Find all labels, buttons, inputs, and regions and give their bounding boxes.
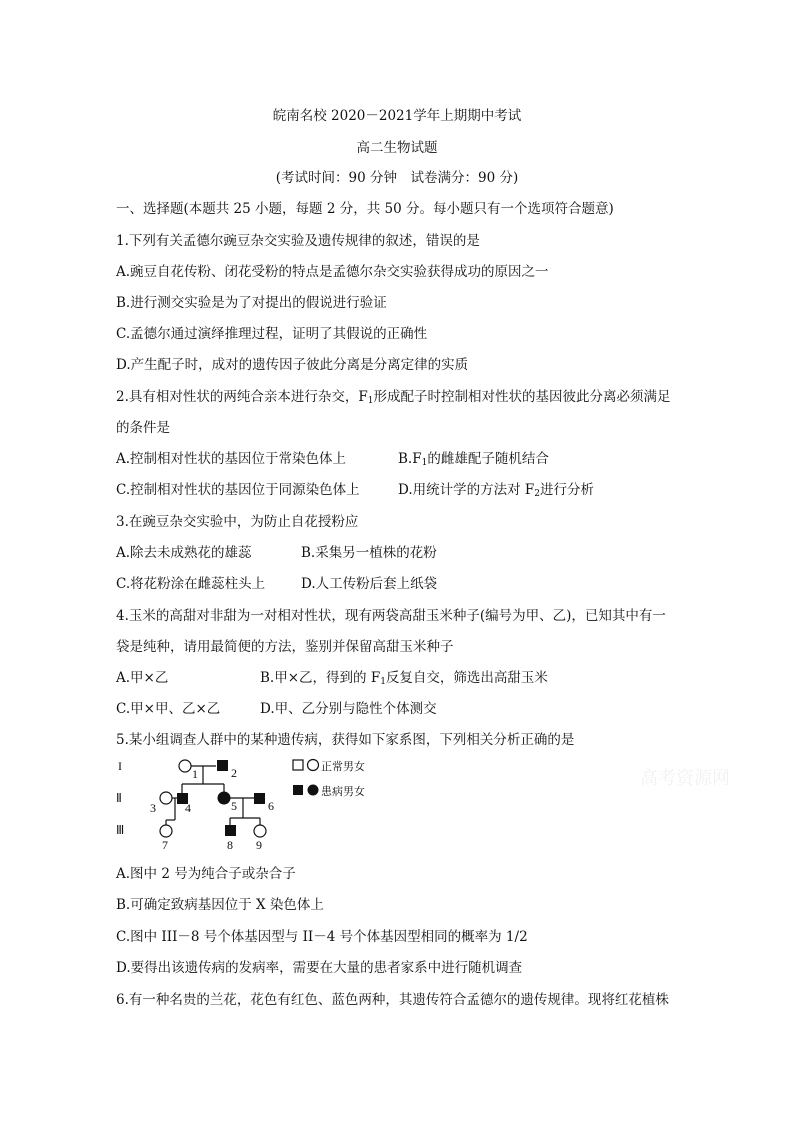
watermark: 高考资源网: [640, 768, 730, 789]
legend-affected-male-icon: [293, 785, 303, 795]
q2-option-a: A.控制相对性状的基因位于常染色体上: [116, 451, 347, 467]
q1-option-d: D.产生配子时，成对的遗传因子彼此分离是分离定律的实质: [116, 357, 469, 373]
q6-stem: 6.有一种名贵的兰花，花色有红色、蓝色两种，其遗传符合孟德尔的遗传规律。现将红花植株: [116, 992, 669, 1008]
generation-label-3: Ⅲ: [116, 823, 125, 837]
q4-option-b: B.甲×乙，得到的 $F_1$反复自交，筛选出高甜玉米: [260, 670, 548, 687]
q1-stem: 1.下列有关孟德尔豌豆杂交实验及遗传规律的叙述，错误的是: [116, 233, 480, 249]
individual-5-affected-female: [218, 792, 231, 805]
q5-option-d: D.要得出该遗传病的发病率，需要在大量的患者家系中进行随机调查: [116, 960, 523, 976]
individual-3-normal-female: [160, 792, 172, 804]
label-5: 5: [231, 799, 237, 813]
generation-label-1: I: [118, 759, 122, 773]
q3-option-d: D.人工传粉后套上纸袋: [301, 576, 438, 592]
q2-option-c: C.控制相对性状的基因位于同源染色体上: [116, 482, 360, 498]
legend-affected-label: 患病男女: [321, 786, 365, 798]
q2-stem-line2: 的条件是: [116, 420, 170, 436]
q2-stem: 2.具有相对性状的两纯合亲本进行杂交，$F_1$形成配子时控制相对性状的基因彼此分离必须满足: [116, 389, 671, 406]
individual-8-affected-male: [225, 825, 236, 836]
q1-option-c: C.孟德尔通过演绎推理过程，证明了其假说的正确性: [116, 326, 428, 342]
individual-9-normal-female: [254, 825, 266, 837]
label-3: 3: [150, 801, 156, 815]
section-heading: 一、选择题(本题共 25 小题，每题 2 分，共 50 分。每小题只有一个选项符合题意): [116, 201, 614, 217]
subject-title: 高二生物试题: [356, 140, 438, 156]
pedigree-chart: [110, 756, 410, 852]
label-4: 4: [185, 801, 191, 815]
individual-7-normal-female: [160, 825, 172, 837]
label-7: 7: [162, 838, 168, 852]
q5-option-c: C.图中 III－8 号个体基因型与 II－4 号个体基因型相同的概率为 1/2: [116, 929, 528, 945]
q4-option-a: A.甲×乙: [116, 670, 169, 686]
q5-option-b: B.可确定致病基因位于 X 染色体上: [116, 897, 324, 913]
q4-stem: 4.玉米的高甜对非甜为一对相对性状，现有两袋高甜玉米种子(编号为甲、乙)，已知其中有一: [116, 608, 666, 624]
exam-title: 皖南名校 2020－2021学年上期期中考试: [272, 108, 522, 124]
individual-1-normal-female: [179, 760, 191, 772]
q4-stem-line2: 袋是纯种，请用最简便的方法，鉴别并保留高甜玉米种子: [116, 639, 454, 655]
label-8: 8: [227, 838, 233, 852]
legend-affected-female-icon: [308, 785, 319, 796]
generation-label-2: Ⅱ: [116, 791, 122, 805]
label-1: 1: [192, 767, 198, 781]
exam-info: (考试时间：90 分钟 试卷满分：90 分): [275, 170, 519, 186]
label-9: 9: [256, 838, 262, 852]
q3-option-c: C.将花粉涂在雌蕊柱头上: [116, 576, 266, 592]
legend-normal-male-icon: [293, 760, 303, 770]
label-2: 2: [231, 766, 237, 780]
q2-option-d: D.用统计学的方法对 $F_2$进行分析: [398, 482, 595, 499]
individual-6-affected-male: [254, 793, 265, 804]
q2-option-b: $B.F_1$的雌雄配子随机结合: [398, 451, 549, 468]
q5-stem: 5.某小组调查人群中的某种遗传病，获得如下家系图，下列相关分析正确的是: [116, 732, 575, 748]
legend-normal-label: 正常男女: [321, 761, 365, 773]
q3-option-a: A.除去未成熟花的雄蕊: [116, 545, 252, 561]
legend-normal-female-icon: [308, 760, 319, 771]
q3-stem: 3.在豌豆杂交实验中，为防止自花授粉应: [116, 514, 359, 530]
q3-option-b: B.采集另一植株的花粉: [301, 545, 437, 561]
label-6: 6: [268, 799, 274, 813]
q4-option-d: D.甲、乙分别与隐性个体测交: [260, 701, 437, 717]
q5-option-a: A.图中 2 号为纯合子或杂合子: [116, 866, 296, 882]
q1-option-a: A.豌豆自花传粉、闭花受粉的特点是孟德尔杂交实验获得成功的原因之一: [116, 264, 549, 280]
individual-2-affected-male: [217, 760, 228, 771]
q1-option-b: B.进行测交实验是为了对提出的假说进行验证: [116, 295, 387, 311]
q4-option-c: C.甲×甲、乙×乙: [116, 701, 221, 717]
